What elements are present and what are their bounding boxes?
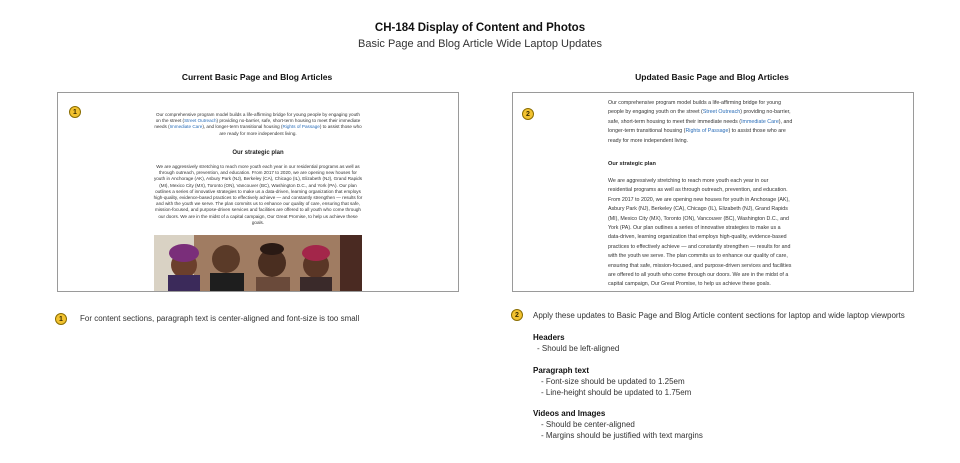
page-title: CH-184 Display of Content and Photos (374, 22, 586, 34)
current-intro-a: Our comprehensive program model builds a life-affirming bridge for young people by engaging youth on the street ( (155, 112, 360, 124)
media-item-center: - Should be center-aligned (541, 420, 635, 429)
updated-link-immediate-care[interactable]: Immediate Care (741, 118, 779, 125)
current-panel (57, 92, 459, 292)
headers-title: Headers (533, 333, 565, 342)
current-link-rights-of-passage[interactable]: Rights of Passage (282, 124, 320, 130)
current-intro-c: ), and longer-term transitional housing ( (202, 124, 283, 130)
updated-panel (512, 92, 914, 292)
updated-intro (608, 99, 793, 146)
paragraph-title: Paragraph text (533, 366, 590, 375)
note2-badge: 2 (511, 309, 523, 321)
current-intro-d: ) to assist those who are ready for more independent living. (219, 124, 362, 136)
updated-link-rights-of-passage[interactable]: Rights of Passage (685, 128, 729, 135)
updated-plan-heading: Our strategic plan (608, 161, 656, 167)
updated-badge: 2 (522, 108, 534, 120)
updated-intro-c: ), and longer-term transitional housing ( (608, 118, 793, 135)
current-link-immediate-care[interactable]: Immediate Care (169, 124, 203, 130)
media-title: Videos and Images (533, 409, 606, 418)
note1-text: For content sections, paragraph text is center-aligned and font-size is too small (80, 314, 360, 323)
current-plan-text: We are aggressively stretching to reach more youth each year in our residential programs as well as through outreach, prevention, and education. From 2017 to 2020, we are opening new houses for youth in Anchorage (AK), Asbury Park (NJ), Berkeley (CA), Chicago (IL), Elizabeth (NJ), Grand Rapids (MI), Mexico City (MX), Toronto (ON), Vancouver (BC), Washington D.C., and York (PA). Our plan outlines a series of innovative strategies to make us a data-driven, learning organization that employs high-quality, evidence-based practices to effectively achieve — and constantly strengthen — results for and with the youth we serve. The plan commits us to enhance our quality of care, ensuring that safe, mission-focused, and purpose-driven services and facilities are offered to all youth who come through our doors. We are in the midst of a capital campaign, Our Great Promise, to help us achieve these goals. (153, 164, 363, 225)
updated-intro-d: ) to assist those who are ready for more independent living. (608, 128, 786, 144)
page-subtitle: Basic Page and Blog Article Wide Laptop Updates (358, 38, 602, 50)
updated-link-street-outreach[interactable]: Street Outreach (702, 109, 741, 116)
current-intro-b: ) providing no-barrier, safe, short-term housing to meet their immediate needs ( (154, 118, 361, 130)
current-link-street-outreach[interactable]: Street Outreach (184, 118, 217, 124)
note1-badge: 1 (55, 313, 67, 325)
headers-item: - Should be left-aligned (537, 344, 620, 353)
current-badge: 1 (69, 106, 81, 118)
media-item-margins: - Margins should be justified with text margins (541, 431, 703, 440)
youth-photo-graphic (154, 235, 362, 291)
updated-intro-a: Our comprehensive program model builds a life-affirming bridge for young people by engaging youth on the street ( (608, 100, 782, 116)
current-plan-heading: Our strategic plan (232, 150, 284, 156)
updated-intro-b: ) providing no-barrier, safe, short-term housing to meet their immediate needs ( (608, 109, 791, 125)
updated-heading: Updated Basic Page and Blog Articles (635, 72, 789, 82)
current-intro (153, 112, 363, 137)
note2-text: Apply these updates to Basic Page and Blog Article content sections for laptop and wide laptop viewports (533, 311, 905, 320)
updated-plan-text: We are aggressively stretching to reach more youth each year in our residential programs as well as through outreach, prevention, and education. From 2017 to 2020, we are opening new houses for youth in Anchorage (AK), Asbury Park (NJ), Berkeley (CA), Chicago (IL), Elizabeth (NJ), Grand Rapids (MI), Mexico City (MX), Toronto (ON), Vancouver (BC), Washington D.C., and York (PA). Our plan outlines a series of innovative strategies to make us a data-driven, learning organization that employs high-quality, evidence-based practices to effectively achieve — and constantly strengthen — results for and with the youth we serve. The plan commits us to enhance our quality of care, ensuring that safe, mission-focused, and purpose-driven services and facilities are offered to all youth who come through our doors. We are in the midst of a capital campaign, Our Great Promise, to help us achieve these goals. (608, 178, 792, 288)
paragraph-item-font-size: - Font-size should be updated to 1.25em (541, 377, 685, 386)
youth-photo (154, 235, 362, 291)
paragraph-item-line-height: - Line-height should be updated to 1.75em (541, 388, 692, 397)
current-heading: Current Basic Page and Blog Articles (181, 72, 333, 82)
